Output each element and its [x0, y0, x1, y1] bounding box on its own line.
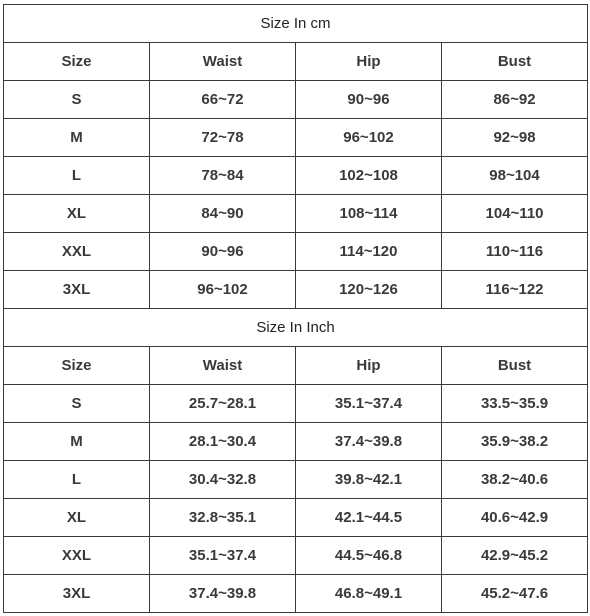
- column-header-size: Size: [4, 347, 150, 385]
- hip-cell: 90~96: [296, 81, 442, 119]
- size-cell: XXL: [4, 233, 150, 271]
- bust-cell: 116~122: [442, 271, 588, 309]
- waist-cell: 30.4~32.8: [150, 461, 296, 499]
- hip-cell: 120~126: [296, 271, 442, 309]
- column-header-size: Size: [4, 43, 150, 81]
- bust-cell: 104~110: [442, 195, 588, 233]
- size-cell: L: [4, 461, 150, 499]
- hip-cell: 102~108: [296, 157, 442, 195]
- hip-cell: 35.1~37.4: [296, 385, 442, 423]
- column-header-hip: Hip: [296, 347, 442, 385]
- bust-cell: 110~116: [442, 233, 588, 271]
- table-row: [4, 423, 588, 461]
- bust-cell: 35.9~38.2: [442, 423, 588, 461]
- hip-cell: 96~102: [296, 119, 442, 157]
- size-cell: XL: [4, 195, 150, 233]
- waist-cell: 25.7~28.1: [150, 385, 296, 423]
- size-cell: M: [4, 119, 150, 157]
- table-row: [4, 385, 588, 423]
- bust-cell: 45.2~47.6: [442, 575, 588, 613]
- waist-cell: 78~84: [150, 157, 296, 195]
- waist-cell: 96~102: [150, 271, 296, 309]
- size-cell: S: [4, 385, 150, 423]
- size-cell: 3XL: [4, 575, 150, 613]
- table-row: [4, 81, 588, 119]
- table-row: [4, 157, 588, 195]
- bust-cell: 40.6~42.9: [442, 499, 588, 537]
- table-row: [4, 461, 588, 499]
- size-cell: 3XL: [4, 271, 150, 309]
- hip-cell: 108~114: [296, 195, 442, 233]
- table-row: [4, 195, 588, 233]
- column-header-bust: Bust: [442, 347, 588, 385]
- table-row: [4, 271, 588, 309]
- column-header-bust: Bust: [442, 43, 588, 81]
- waist-cell: 90~96: [150, 233, 296, 271]
- bust-cell: 92~98: [442, 119, 588, 157]
- section-title-inch: Size In Inch: [4, 309, 588, 347]
- bust-cell: 38.2~40.6: [442, 461, 588, 499]
- size-cell: S: [4, 81, 150, 119]
- table-row: [4, 119, 588, 157]
- section-title-cm: Size In cm: [4, 5, 588, 43]
- size-cell: M: [4, 423, 150, 461]
- waist-cell: 84~90: [150, 195, 296, 233]
- hip-cell: 37.4~39.8: [296, 423, 442, 461]
- waist-cell: 35.1~37.4: [150, 537, 296, 575]
- bust-cell: 86~92: [442, 81, 588, 119]
- size-chart: [3, 4, 587, 612]
- size-cell: XXL: [4, 537, 150, 575]
- size-chart-table: [3, 4, 588, 613]
- size-cell: L: [4, 157, 150, 195]
- column-header-hip: Hip: [296, 43, 442, 81]
- waist-cell: 72~78: [150, 119, 296, 157]
- section-title-row-inch: [4, 309, 588, 347]
- waist-cell: 28.1~30.4: [150, 423, 296, 461]
- waist-cell: 37.4~39.8: [150, 575, 296, 613]
- table-row: [4, 537, 588, 575]
- hip-cell: 44.5~46.8: [296, 537, 442, 575]
- hip-cell: 39.8~42.1: [296, 461, 442, 499]
- column-header-waist: Waist: [150, 347, 296, 385]
- waist-cell: 66~72: [150, 81, 296, 119]
- header-row-cm: [4, 43, 588, 81]
- table-row: [4, 499, 588, 537]
- size-cell: XL: [4, 499, 150, 537]
- hip-cell: 42.1~44.5: [296, 499, 442, 537]
- bust-cell: 33.5~35.9: [442, 385, 588, 423]
- column-header-waist: Waist: [150, 43, 296, 81]
- header-row-inch: [4, 347, 588, 385]
- table-row: [4, 233, 588, 271]
- table-row: [4, 575, 588, 613]
- section-title-row-cm: [4, 5, 588, 43]
- hip-cell: 114~120: [296, 233, 442, 271]
- bust-cell: 42.9~45.2: [442, 537, 588, 575]
- bust-cell: 98~104: [442, 157, 588, 195]
- hip-cell: 46.8~49.1: [296, 575, 442, 613]
- waist-cell: 32.8~35.1: [150, 499, 296, 537]
